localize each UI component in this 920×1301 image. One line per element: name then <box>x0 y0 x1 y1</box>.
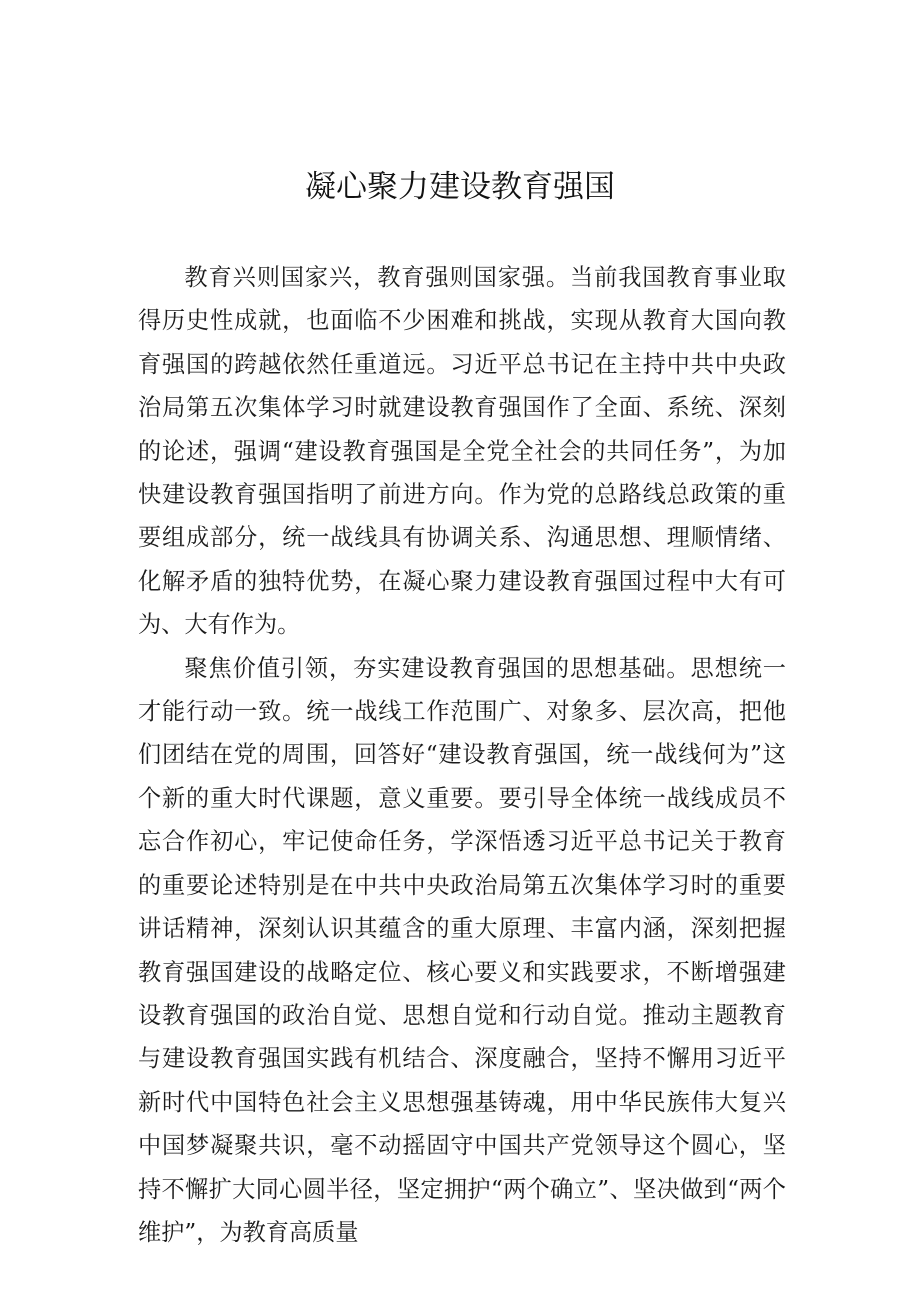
document-title: 凝心聚力建设教育强国 <box>305 169 615 205</box>
paragraph-1: 教育兴则国家兴，教育强则国家强。当前我国教育事业取得历史性成就，也面临不少困难和挑战，实现从教育大国向教育强国的跨越依然任重道远。习近平总书记在主持中共中央政治局第五次集体学习时就建设教育强国作了全面、系统、深刻的论述，强调“建设教育强国是全党全社会的共同任务”，为加快建设教育强国指明了前进方向。作为党的总路线总政策的重要组成部分，统一战线具有协调关系、沟通思想、理顺情绪、化解矛盾的独特优势，在凝心聚力建设教育强国过程中大有可为、大有作为。 <box>138 264 786 639</box>
paragraph-2: 聚焦价值引领，夯实建设教育强国的思想基础。思想统一才能行动一致。统一战线工作范围广、对象多、层次高，把他们团结在党的周围，回答好“建设教育强国，统一战线何为”这个新的重大时代课题，意义重要。要引导全体统一战线成员不忘合作初心，牢记使命任务，学深悟透习近平总书记关于教育的重要论述特别是在中共中央政治局第五次集体学习时的重要讲话精神，深刻认识其蕴含的重大原理、丰富内涵，深刻把握教育强国建设的战略定位、核心要义和实践要求，不断增强建设教育强国的政治自觉、思想自觉和行动自觉。推动主题教育与建设教育强国实践有机结合、深度融合，坚持不懈用习近平新时代中国特色社会主义思想强基铸魂，用中华民族伟大复兴中国梦凝聚共识，毫不动摇固守中国共产党领导这个圆心，坚持不懈扩大同心圆半径，坚定拥护“两个确立”、坚决做到“两个维护”，为教育高质量 <box>138 654 786 1246</box>
document-body <box>138 256 786 1254</box>
